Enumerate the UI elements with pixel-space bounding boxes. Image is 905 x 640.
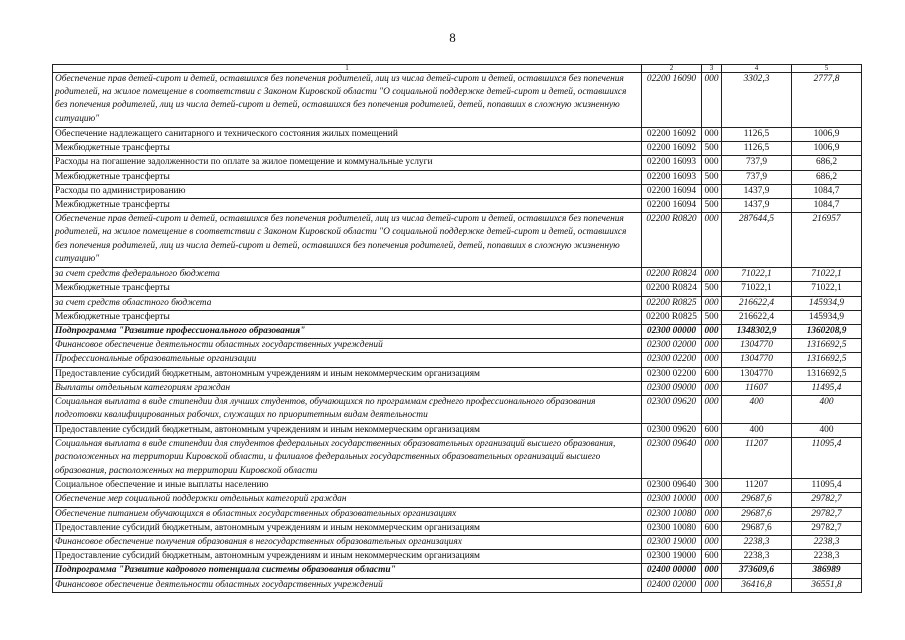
row-code: 02200 R0824 bbox=[642, 268, 702, 282]
row-name: Социальное обеспечение и иные выплаты населению bbox=[53, 479, 642, 493]
row-vr: 000 bbox=[702, 493, 722, 507]
row-name: Предоставление субсидий бюджетным, автономным учреждениям и иным некоммерческим организациям bbox=[53, 367, 642, 381]
table-row bbox=[53, 381, 862, 395]
row-value-5: 1006,9 bbox=[792, 142, 862, 156]
row-code: 02300 10080 bbox=[642, 521, 702, 535]
row-value-5: 29782,7 bbox=[792, 521, 862, 535]
row-value-5: 11095,4 bbox=[792, 479, 862, 493]
row-vr: 000 bbox=[702, 213, 722, 268]
table-row bbox=[53, 199, 862, 213]
row-name: Подпрограмма "Развитие профессионального образования" bbox=[53, 325, 642, 339]
row-name: Финансовое обеспечение получения образования в негосударственных образовательных организациях bbox=[53, 536, 642, 550]
row-code: 02200 R0825 bbox=[642, 310, 702, 324]
table-row bbox=[53, 128, 862, 142]
row-name: Обеспечение прав детей-сирот и детей, оставшихся без попечения родителей, лиц из числа детей-сирот и детей, оставшихся без попечения родителей, на жилое помещение в соответствии с Законом Кировской области "О социальной поддержке детей-сирот и детей, оставшихся без попечения родителей, лиц из числа детей-сирот и детей, оставшихся без попечения родителей, детей, попавших в сложную жизненную ситуацию" bbox=[53, 213, 642, 268]
row-value-5: 1360208,9 bbox=[792, 325, 862, 339]
row-vr: 000 bbox=[702, 296, 722, 310]
row-code: 02300 10080 bbox=[642, 507, 702, 521]
row-value-5: 29782,7 bbox=[792, 493, 862, 507]
row-name: Межбюджетные трансферты bbox=[53, 170, 642, 184]
table-row bbox=[53, 493, 862, 507]
row-code: 02400 00000 bbox=[642, 564, 702, 578]
row-value-4: 11607 bbox=[722, 381, 792, 395]
subprogram-row bbox=[53, 564, 862, 578]
row-vr: 000 bbox=[702, 396, 722, 424]
table-row bbox=[53, 550, 862, 564]
row-vr: 000 bbox=[702, 184, 722, 198]
row-name: Выплаты отдельным категориям граждан bbox=[53, 381, 642, 395]
row-value-4: 71022,1 bbox=[722, 268, 792, 282]
row-value-5: 686,2 bbox=[792, 156, 862, 170]
row-vr: 500 bbox=[702, 199, 722, 213]
row-value-5: 145934,9 bbox=[792, 310, 862, 324]
row-code: 02300 09620 bbox=[642, 424, 702, 438]
table-row bbox=[53, 479, 862, 493]
row-value-5: 2238,3 bbox=[792, 550, 862, 564]
row-value-4: 400 bbox=[722, 396, 792, 424]
row-code: 02200 R0824 bbox=[642, 282, 702, 296]
row-vr: 000 bbox=[702, 339, 722, 353]
table-row bbox=[53, 536, 862, 550]
row-vr: 000 bbox=[702, 268, 722, 282]
row-value-5: 1316692,5 bbox=[792, 353, 862, 367]
table-row bbox=[53, 213, 862, 268]
row-value-5: 686,2 bbox=[792, 170, 862, 184]
row-value-5: 1316692,5 bbox=[792, 339, 862, 353]
table-row bbox=[53, 73, 862, 128]
header-cell: 5 bbox=[792, 65, 862, 73]
row-code: 02300 09640 bbox=[642, 438, 702, 479]
row-value-5: 1084,7 bbox=[792, 199, 862, 213]
row-vr: 000 bbox=[702, 325, 722, 339]
row-code: 02200 16093 bbox=[642, 156, 702, 170]
header-cell: 1 bbox=[53, 65, 642, 73]
table-row bbox=[53, 296, 862, 310]
row-value-4: 400 bbox=[722, 424, 792, 438]
row-name: Финансовое обеспечение деятельности областных государственных учреждений bbox=[53, 339, 642, 353]
row-vr: 000 bbox=[702, 507, 722, 521]
table-row bbox=[53, 396, 862, 424]
row-value-4: 216622,4 bbox=[722, 310, 792, 324]
row-value-4: 287644,5 bbox=[722, 213, 792, 268]
budget-table bbox=[52, 64, 862, 593]
row-value-4: 1304770 bbox=[722, 339, 792, 353]
row-value-4: 737,9 bbox=[722, 170, 792, 184]
row-code: 02200 16093 bbox=[642, 170, 702, 184]
row-value-5: 400 bbox=[792, 424, 862, 438]
row-name: Профессиональные образовательные организации bbox=[53, 353, 642, 367]
row-vr: 500 bbox=[702, 310, 722, 324]
row-name: Предоставление субсидий бюджетным, автономным учреждениям и иным некоммерческим организациям bbox=[53, 550, 642, 564]
row-code: 02300 02200 bbox=[642, 353, 702, 367]
table-row bbox=[53, 184, 862, 198]
row-name: Расходы по администрированию bbox=[53, 184, 642, 198]
row-code: 02200 16092 bbox=[642, 142, 702, 156]
row-value-4: 1126,5 bbox=[722, 128, 792, 142]
table-row bbox=[53, 268, 862, 282]
row-name: за счет средств областного бюджета bbox=[53, 296, 642, 310]
row-value-4: 11207 bbox=[722, 479, 792, 493]
row-code: 02300 02200 bbox=[642, 367, 702, 381]
row-name: Подпрограмма "Развитие кадрового потенциала системы образования области" bbox=[53, 564, 642, 578]
row-vr: 500 bbox=[702, 282, 722, 296]
row-value-4: 1304770 bbox=[722, 367, 792, 381]
row-vr: 000 bbox=[702, 536, 722, 550]
subprogram-row bbox=[53, 325, 862, 339]
row-vr: 300 bbox=[702, 479, 722, 493]
row-name: Межбюджетные трансферты bbox=[53, 310, 642, 324]
header-cell: 4 bbox=[722, 65, 792, 73]
row-code: 02300 00000 bbox=[642, 325, 702, 339]
table-row bbox=[53, 367, 862, 381]
table-row bbox=[53, 142, 862, 156]
row-code: 02200 16094 bbox=[642, 184, 702, 198]
header-cell: 2 bbox=[642, 65, 702, 73]
row-code: 02200 16092 bbox=[642, 128, 702, 142]
row-value-4: 216622,4 bbox=[722, 296, 792, 310]
row-code: 02400 02000 bbox=[642, 578, 702, 592]
row-value-4: 1126,5 bbox=[722, 142, 792, 156]
row-name: Обеспечение питанием обучающихся в областных государственных образовательных организациях bbox=[53, 507, 642, 521]
row-value-4: 1348302,9 bbox=[722, 325, 792, 339]
row-value-4: 29687,6 bbox=[722, 507, 792, 521]
row-vr: 500 bbox=[702, 142, 722, 156]
table-row bbox=[53, 578, 862, 592]
row-vr: 600 bbox=[702, 521, 722, 535]
row-code: 02300 09640 bbox=[642, 479, 702, 493]
row-name: Обеспечение прав детей-сирот и детей, оставшихся без попечения родителей, лиц из числа детей-сирот и детей, оставшихся без попечения родителей, на жилое помещение в соответствии с Законом Кировской области "О социальной поддержке детей-сирот и детей, оставшихся без попечения родителей, лиц из числа детей-сирот и детей, оставшихся без попечения родителей, детей, попавших в сложную жизненную ситуацию" bbox=[53, 73, 642, 128]
row-value-4: 737,9 bbox=[722, 156, 792, 170]
row-value-4: 71022,1 bbox=[722, 282, 792, 296]
row-value-4: 1304770 bbox=[722, 353, 792, 367]
row-value-4: 1437,9 bbox=[722, 184, 792, 198]
row-value-5: 1084,7 bbox=[792, 184, 862, 198]
row-value-4: 3302,3 bbox=[722, 73, 792, 128]
row-vr: 000 bbox=[702, 438, 722, 479]
page-number: 8 bbox=[449, 30, 456, 45]
row-code: 02300 09000 bbox=[642, 381, 702, 395]
row-value-5: 11495,4 bbox=[792, 381, 862, 395]
row-code: 02200 R0825 bbox=[642, 296, 702, 310]
row-value-5: 71022,1 bbox=[792, 268, 862, 282]
row-name: Межбюджетные трансферты bbox=[53, 142, 642, 156]
row-name: Социальная выплата в виде стипендии для лучших студентов, обучающихся по программам среднего профессионального образования подготовки квалифицированных рабочих, служащих по приоритетным видам деятельности bbox=[53, 396, 642, 424]
row-value-4: 36416,8 bbox=[722, 578, 792, 592]
row-vr: 000 bbox=[702, 128, 722, 142]
table-row bbox=[53, 438, 862, 479]
row-code: 02200 R0820 bbox=[642, 213, 702, 268]
table-row bbox=[53, 170, 862, 184]
header-cell: 3 bbox=[702, 65, 722, 73]
row-name: за счет средств федерального бюджета bbox=[53, 268, 642, 282]
row-value-4: 373609,6 bbox=[722, 564, 792, 578]
row-value-5: 400 bbox=[792, 396, 862, 424]
row-value-5: 2238,3 bbox=[792, 536, 862, 550]
row-value-4: 1437,9 bbox=[722, 199, 792, 213]
row-code: 02300 19000 bbox=[642, 536, 702, 550]
row-vr: 600 bbox=[702, 424, 722, 438]
table-row bbox=[53, 310, 862, 324]
row-vr: 000 bbox=[702, 578, 722, 592]
row-value-5: 2777,8 bbox=[792, 73, 862, 128]
row-name: Расходы на погашение задолженности по оплате за жилое помещение и коммунальные услуги bbox=[53, 156, 642, 170]
row-value-5: 1316692,5 bbox=[792, 367, 862, 381]
row-name: Межбюджетные трансферты bbox=[53, 282, 642, 296]
row-code: 02300 10000 bbox=[642, 493, 702, 507]
row-value-5: 71022,1 bbox=[792, 282, 862, 296]
row-vr: 000 bbox=[702, 381, 722, 395]
row-value-5: 29782,7 bbox=[792, 507, 862, 521]
header-row bbox=[53, 65, 862, 73]
table-row bbox=[53, 339, 862, 353]
row-code: 02200 16094 bbox=[642, 199, 702, 213]
row-value-4: 2238,3 bbox=[722, 536, 792, 550]
row-code: 02300 02000 bbox=[642, 339, 702, 353]
row-name: Обеспечение надлежащего санитарного и технического состояния жилых помещений bbox=[53, 128, 642, 142]
table-row bbox=[53, 156, 862, 170]
row-vr: 000 bbox=[702, 156, 722, 170]
row-code: 02300 19000 bbox=[642, 550, 702, 564]
row-value-5: 386989 bbox=[792, 564, 862, 578]
row-value-4: 11207 bbox=[722, 438, 792, 479]
row-code: 02300 09620 bbox=[642, 396, 702, 424]
row-vr: 600 bbox=[702, 367, 722, 381]
table-row bbox=[53, 507, 862, 521]
row-name: Социальная выплата в виде стипендии для студентов федеральных государственных образовательных организаций высшего образования, расположенных на территории Кировской области, и филиалов федеральных государственных образовательных организаций высшего образования, расположенных на территории Кировской области bbox=[53, 438, 642, 479]
row-vr: 000 bbox=[702, 564, 722, 578]
row-value-4: 2238,3 bbox=[722, 550, 792, 564]
row-name: Межбюджетные трансферты bbox=[53, 199, 642, 213]
row-name: Финансовое обеспечение деятельности областных государственных учреждений bbox=[53, 578, 642, 592]
row-vr: 600 bbox=[702, 550, 722, 564]
row-value-5: 36551,8 bbox=[792, 578, 862, 592]
table-row bbox=[53, 521, 862, 535]
row-value-5: 216957 bbox=[792, 213, 862, 268]
row-value-5: 1006,9 bbox=[792, 128, 862, 142]
row-name: Предоставление субсидий бюджетным, автономным учреждениям и иным некоммерческим организациям bbox=[53, 521, 642, 535]
row-value-4: 29687,6 bbox=[722, 493, 792, 507]
row-value-4: 29687,6 bbox=[722, 521, 792, 535]
table-row bbox=[53, 353, 862, 367]
table-row bbox=[53, 424, 862, 438]
row-value-5: 145934,9 bbox=[792, 296, 862, 310]
row-vr: 000 bbox=[702, 353, 722, 367]
row-code: 02200 16090 bbox=[642, 73, 702, 128]
row-vr: 000 bbox=[702, 73, 722, 128]
row-name: Предоставление субсидий бюджетным, автономным учреждениям и иным некоммерческим организациям bbox=[53, 424, 642, 438]
table-row bbox=[53, 282, 862, 296]
row-value-5: 11095,4 bbox=[792, 438, 862, 479]
row-vr: 500 bbox=[702, 170, 722, 184]
row-name: Обеспечение мер социальной поддержки отдельных категорий граждан bbox=[53, 493, 642, 507]
